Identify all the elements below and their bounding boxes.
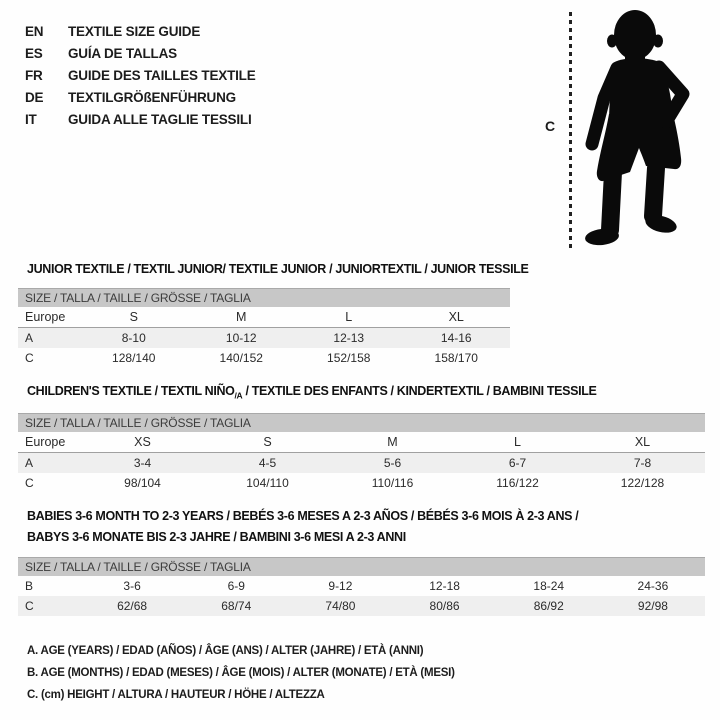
language-code: ES (25, 45, 43, 61)
language-list (25, 20, 256, 130)
row-label: C (25, 351, 34, 365)
size-cell: 104/110 (246, 476, 289, 490)
size-cell: 92/98 (637, 599, 668, 613)
size-cell: 116/122 (496, 476, 539, 490)
size-header-label: SIZE / TALLA / TAILLE / GRÖSSE / TAGLIA (25, 416, 251, 430)
child-silhouette-shapes (584, 10, 683, 247)
size-cell: M (236, 310, 247, 324)
size-cell: 12-13 (333, 331, 365, 345)
size-cell: XL (448, 310, 464, 324)
size-header-bar (18, 557, 705, 576)
size-cell: 122/128 (620, 476, 665, 490)
language-label: GUÍA DE TALLAS (68, 45, 177, 61)
size-cell: 18-24 (533, 579, 565, 593)
table-row-c (18, 348, 510, 368)
language-label: GUIDE DES TAILLES TEXTILE (68, 67, 256, 83)
row-label: A (25, 331, 34, 345)
note-b: B. AGE (MONTHS) / EDAD (MESES) / ÂGE (MOIS) / ALTER (MONATE) / ETÀ (MESI) (27, 667, 455, 679)
children-section-title (27, 384, 597, 404)
size-cell: 3-4 (133, 456, 152, 470)
child-silhouette (583, 4, 697, 252)
table-row-europe (18, 432, 705, 453)
table-row-europe (18, 307, 510, 328)
babies-title-line1: BABIES 3-6 MONTH TO 2-3 YEARS / BEBÉS 3-6 MESES A 2-3 AÑOS / BÉBÉS 3-6 MOIS À 2-3 ANS / (27, 509, 579, 523)
size-cell: 5-6 (383, 456, 402, 470)
language-row-fr (25, 64, 256, 86)
note-a: A. AGE (YEARS) / EDAD (AÑOS) / ÂGE (ANS) / ALTER (JAHRE) / ETÀ (ANNI) (27, 645, 424, 657)
size-header-label: SIZE / TALLA / TAILLE / GRÖSSE / TAGLIA (25, 291, 251, 305)
size-cell: L (345, 310, 353, 324)
row-label: A (25, 456, 34, 470)
table-row-c (18, 596, 705, 616)
size-cell: 3-6 (123, 579, 141, 593)
children-title-sub: /A (234, 390, 243, 401)
language-code: DE (25, 89, 44, 105)
babies-size-table (18, 557, 705, 616)
children-size-table (18, 413, 705, 493)
size-cell: 12-18 (429, 579, 460, 593)
row-label: Europe (25, 310, 66, 324)
size-cell: 158/170 (434, 351, 478, 365)
note-c: C. (cm) HEIGHT / ALTURA / HAUTEUR / HÖHE / ALTEZZA (27, 689, 325, 701)
language-row-es (25, 42, 256, 64)
size-cell: 80/86 (429, 599, 460, 613)
size-cell: XS (134, 435, 151, 449)
size-cell: 110/116 (371, 476, 414, 490)
size-cell: 9-12 (328, 579, 353, 593)
table-row-c (18, 473, 705, 493)
size-header-bar (18, 413, 705, 432)
language-label: GUIDA ALLE TAGLIE TESSILI (68, 111, 252, 127)
language-code: EN (25, 23, 44, 39)
row-label: C (25, 476, 34, 490)
size-cell: 74/80 (325, 599, 356, 613)
size-cell: 140/152 (219, 351, 263, 365)
size-cell: 152/158 (327, 351, 371, 365)
size-cell: 128/140 (112, 351, 156, 365)
size-cell: XL (634, 435, 651, 449)
junior-size-table (18, 288, 510, 368)
height-dotted-line (569, 12, 572, 250)
legend-notes (27, 640, 455, 706)
table-row-a (18, 453, 705, 473)
junior-section-title: JUNIOR TEXTILE / TEXTIL JUNIOR/ TEXTILE JUNIOR / JUNIORTEXTIL / JUNIOR TESSILE (27, 262, 529, 276)
language-code: FR (25, 67, 43, 83)
row-label: Europe (25, 435, 66, 449)
size-cell: M (387, 435, 398, 449)
table-row-b (18, 576, 705, 596)
size-cell: L (514, 435, 521, 449)
size-cell: 6-7 (508, 456, 527, 470)
size-cell: 98/104 (124, 476, 161, 490)
size-cell: 6-9 (227, 579, 245, 593)
size-cell: 7-8 (633, 456, 652, 470)
table-row-a (18, 328, 510, 348)
babies-section-title (27, 506, 578, 548)
language-row-de (25, 86, 256, 108)
language-row-en (25, 20, 256, 42)
size-cell: 14-16 (440, 331, 472, 345)
children-title-pre: CHILDREN'S TEXTILE / TEXTIL NIÑO (27, 384, 235, 398)
size-header-bar (18, 288, 510, 307)
size-cell: 10-12 (225, 331, 257, 345)
size-cell: 24-36 (637, 579, 669, 593)
babies-title-line2: BABYS 3-6 MONATE BIS 2-3 JAHRE / BAMBINI 3-6 MESI A 2-3 ANNI (27, 530, 406, 544)
size-cell: S (263, 435, 272, 449)
row-label: B (25, 579, 34, 593)
size-header-label: SIZE / TALLA / TAILLE / GRÖSSE / TAGLIA (25, 560, 251, 574)
language-code: IT (25, 111, 37, 127)
children-title-post: / TEXTILE DES ENFANTS / KINDERTEXTIL / BAMBINI TESSILE (242, 384, 597, 398)
size-cell: S (129, 310, 138, 324)
row-label: C (25, 599, 34, 613)
height-measure-label: C (545, 118, 556, 134)
size-cell: 68/74 (221, 599, 252, 613)
size-cell: 86/92 (533, 599, 564, 613)
language-label: TEXTILE SIZE GUIDE (68, 23, 201, 39)
language-row-it (25, 108, 256, 130)
size-cell: 8-10 (121, 331, 146, 345)
size-cell: 62/68 (117, 599, 148, 613)
size-cell: 4-5 (258, 456, 277, 470)
language-label: TEXTILGRÖßENFÜHRUNG (68, 89, 236, 105)
